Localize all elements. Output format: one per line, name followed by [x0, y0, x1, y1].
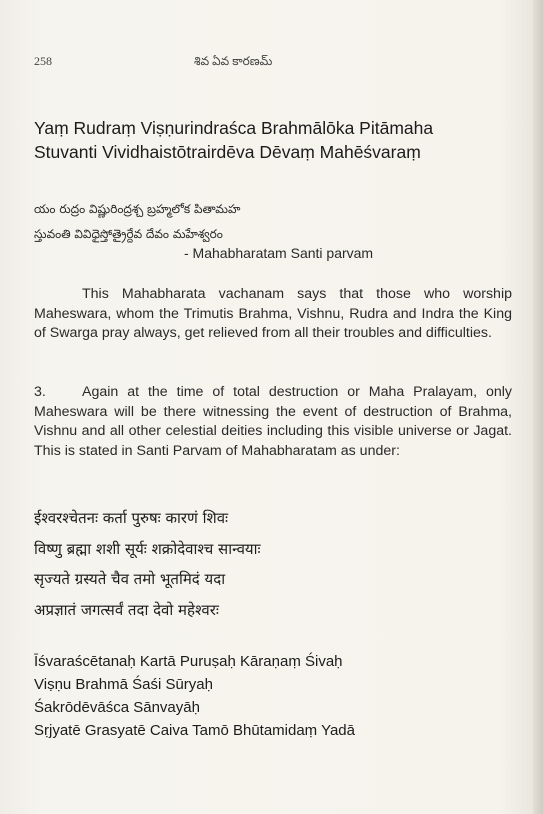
- paragraph-number: 3.: [34, 384, 46, 400]
- verse-title: [34, 116, 514, 164]
- page-header: [34, 54, 509, 72]
- transliteration-line: Viṣṇu Brahmā Śaśi Sūryaḥ: [34, 676, 213, 693]
- paragraph-2: [34, 383, 512, 461]
- transliteration-line: Śakrōdēvāśca Sānvayāḥ: [34, 699, 200, 716]
- sanskrit-line: ईश्वरश्चेतनः कर्ता पुरुषः कारणं शिवः: [34, 509, 229, 527]
- telugu-line: స్తువంతి వివిధైస్తోత్రైర్దేవ దేవం మహేశ్వరం: [34, 227, 223, 241]
- sanskrit-line: विष्णु ब्रह्मा शशी सूर्यः शक्रोदेवाश्च सान्वयाः: [34, 539, 261, 558]
- title-line: Yaṃ Rudraṃ Viṣṇurindraśca Brahmālōka Pitāmaha: [34, 118, 434, 138]
- verse-attribution: - Mahabharatam Santi parvam: [184, 245, 374, 261]
- title-line: Stuvanti Vividhaistōtrairdēva Dēvaṃ Mahēśvaraṃ: [34, 142, 421, 162]
- transliteration: [34, 650, 514, 742]
- paragraph-1: This Mahabharata vachanam says that those who worship Maheswara, whom the Trimutis Brahma, Vishnu, Rudra and Indra the King of Swarga pray always, get relieved from all their troubles and difficulties.: [34, 286, 512, 341]
- page-edge: [533, 0, 543, 814]
- sanskrit-verse: [34, 503, 514, 625]
- running-head: శివ ఏవ కారణమ్: [194, 54, 273, 68]
- telugu-verse: [34, 197, 514, 247]
- transliteration-line: Sṛjyatē Grasyatē Caiva Tamō Bhūtamidaṃ Yadā: [34, 722, 355, 739]
- sanskrit-line: अप्रज्ञातं जगत्सर्वं तदा देवो महेश्वरः: [34, 600, 219, 619]
- telugu-line: యం రుద్రం విష్ణురింద్రశ్చ బ్రహ్మలోక పితామహ: [34, 202, 241, 216]
- transliteration-line: Īśvaraścētanaḥ Kartā Puruṣaḥ Kāraṇaṃ Śivaḥ: [34, 653, 343, 670]
- paragraph-2-text: Again at the time of total destruction or Maha Pralayam, only Maheswara will be there witnessing the event of destruction of Brahma, Vishnu and all other celestial deities including this visible universe or Jagat. This is stated in Santi Parvam of Mahabharatam as under:: [34, 384, 512, 459]
- sanskrit-line: सृज्यते ग्रस्यते चैव तमो भूतमिदं यदा: [34, 570, 226, 588]
- page-number: 258: [34, 54, 52, 68]
